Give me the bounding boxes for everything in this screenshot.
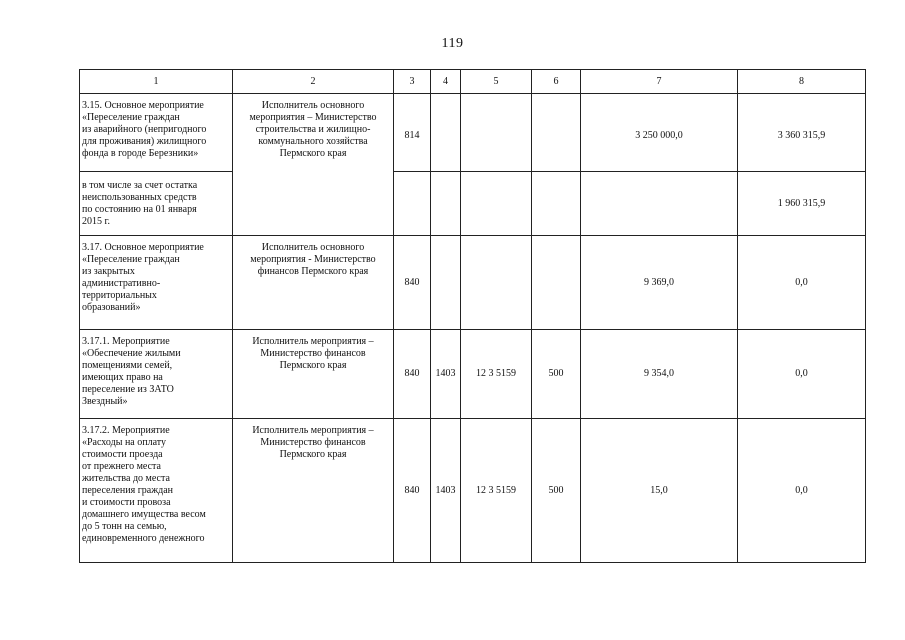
cell-amount-7: 3 250 000,0 [581,94,738,172]
column-header-2: 2 [233,70,394,94]
cell-code-6: 500 [532,419,581,563]
table-row [80,94,866,172]
column-header-1: 1 [80,70,233,94]
executor-cell: Исполнитель мероприятия – Министерство финансов Пермского края [233,330,394,419]
budget-table [79,69,866,563]
measure-name-cell: 3.17.2. Мероприятие «Расходы на оплату стоимости проезда от прежнего места жительства до места переселения граждан и стоимости провоза домашнего имущества весом до 5 тонн на семью, единовременного денежного [80,419,233,563]
cell-amount-8: 1 960 315,9 [738,172,866,236]
measure-name-cell: в том числе за счет остатка неиспользованных средств по состоянию на 01 января 2015 г. [80,172,233,236]
cell-amount-8: 0,0 [738,330,866,419]
cell-code-3: 840 [394,330,431,419]
cell-code-3: 814 [394,94,431,172]
cell-code-4 [431,94,461,172]
cell-amount-7: 15,0 [581,419,738,563]
cell-amount-8: 0,0 [738,419,866,563]
column-header-3: 3 [394,70,431,94]
column-header-7: 7 [581,70,738,94]
cell-amount-8: 0,0 [738,236,866,330]
cell-amount-7: 9 369,0 [581,236,738,330]
cell-code-4: 1403 [431,330,461,419]
cell-code-5 [461,172,532,236]
measure-name-cell: 3.17.1. Мероприятие «Обеспечение жилыми помещениями семей, имеющих право на переселение из ЗАТО Звездный» [80,330,233,419]
column-header-4: 4 [431,70,461,94]
page-number: 119 [441,36,464,51]
table-row [80,419,866,563]
column-header-5: 5 [461,70,532,94]
cell-code-3 [394,172,431,236]
cell-code-6 [532,94,581,172]
cell-amount-7: 9 354,0 [581,330,738,419]
header-row [80,70,866,94]
cell-code-6 [532,236,581,330]
measure-name-cell: 3.17. Основное мероприятие «Переселение граждан из закрытых административно- территориальных образований» [80,236,233,330]
cell-code-6 [532,172,581,236]
column-header-6: 6 [532,70,581,94]
table-row [80,236,866,330]
cell-code-4 [431,172,461,236]
executor-cell: Исполнитель основного мероприятия - Министерство финансов Пермского края [233,236,394,330]
cell-amount-7 [581,172,738,236]
cell-code-3: 840 [394,419,431,563]
cell-code-5 [461,94,532,172]
cell-code-5 [461,236,532,330]
executor-cell: Исполнитель основного мероприятия – Министерство строительства и жилищно- коммунального хозяйства Пермского края [233,94,394,236]
cell-amount-8: 3 360 315,9 [738,94,866,172]
cell-code-6: 500 [532,330,581,419]
cell-code-3: 840 [394,236,431,330]
column-header-8: 8 [738,70,866,94]
measure-name-cell: 3.15. Основное мероприятие «Переселение граждан из аварийного (непригодного для проживания) жилищного фонда в городе Березники» [80,94,233,172]
table-row [80,172,866,236]
cell-code-5: 12 3 5159 [461,419,532,563]
executor-cell: Исполнитель мероприятия – Министерство финансов Пермского края [233,419,394,563]
cell-code-4 [431,236,461,330]
cell-code-5: 12 3 5159 [461,330,532,419]
table-row [80,330,866,419]
cell-code-4: 1403 [431,419,461,563]
